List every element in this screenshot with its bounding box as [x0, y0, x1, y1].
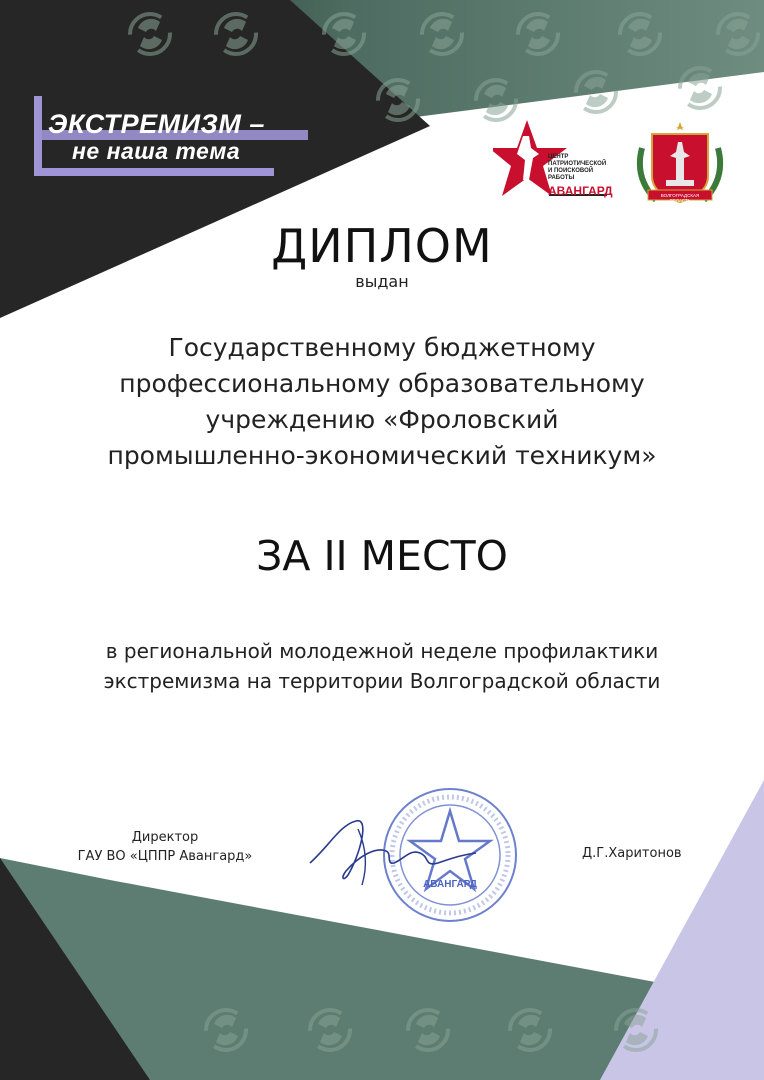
brand-slogan-line1: ЭКСТРЕМИЗМ – — [48, 109, 265, 139]
recipient-line: промышленно-экономический техникум» — [107, 441, 657, 470]
coat-caption: ВОЛГОГРАДСКАЯ ОБЛАСТЬ — [660, 193, 700, 203]
handwritten-signature — [310, 821, 476, 879]
brand-slogan — [48, 109, 265, 163]
reason-line: экстремизма на территории Волгоградской области — [103, 669, 661, 693]
diploma-title: ДИПЛОМ — [271, 219, 493, 273]
stamp-and-signature — [300, 785, 530, 935]
recipient-line: Государственному бюджетному — [168, 333, 596, 362]
signer-role-line1: Директор — [131, 830, 199, 845]
avangard-logo-name: АВАНГАРД — [548, 184, 613, 198]
signer-role-line2: ГАУ ВО «ЦППР Авангард» — [77, 849, 253, 864]
recipient-name — [20, 330, 744, 474]
reason-line: в региональной молодежной неделе профилактики — [105, 639, 659, 663]
avangard-logo-text — [548, 154, 613, 198]
signer-name: Д.Г.Харитонов — [582, 846, 682, 861]
award-reason — [20, 636, 744, 696]
brand-slogan-line2: не наша тема — [72, 138, 241, 164]
signer-role — [60, 828, 270, 866]
stamp-center-text: АВАНГАРД — [423, 879, 477, 890]
award-place: ЗА II МЕСТО — [256, 532, 508, 580]
recipient-line: профессиональному образовательному — [119, 369, 645, 398]
issued-label: выдан — [355, 272, 409, 291]
avangard-logo-subtitle: ЦЕНТР ПАТРИОТИЧЕСКОЙ И ПОИСКОВОЙ РАБОТЫ — [548, 154, 607, 181]
recipient-line: учреждению «Фроловский — [205, 405, 559, 434]
